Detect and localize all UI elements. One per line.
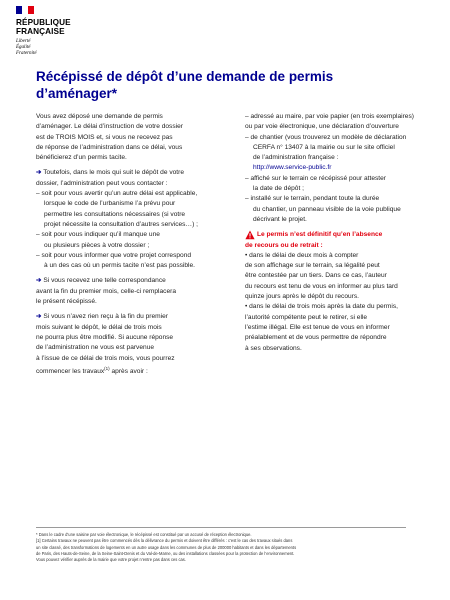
text-line: CERFA n° 13407 à la mairie ou sur le site officiel <box>253 143 395 151</box>
logo-line-2: FRANÇAISE <box>16 27 65 36</box>
text-line: – adressé au maire, par voie papier (en trois exemplaires) <box>245 113 414 120</box>
text-line: quinze jours après le dépôt du recours. <box>245 293 359 301</box>
text-line: – soit pour vous indiquer qu’il manque une <box>36 231 160 239</box>
text-line: de l’administration française : <box>253 154 339 162</box>
text-line: d’aménager. Le délai d’instruction de votre dossier <box>36 123 183 131</box>
text-line: être contestée par un tiers. Dans ce cas, l’auteur <box>245 272 387 280</box>
text-line: Si vous recevez une telle correspondance <box>43 277 166 285</box>
text-line: bénéficierez d’un permis tacite. <box>36 154 127 162</box>
text-line: lorsque le code de l’urbanisme l’a prévu pour <box>44 200 176 208</box>
text-line: ou plusieurs pièces à votre dossier ; <box>44 241 150 249</box>
text-line: – affiché sur le terrain ce récépissé pour attester <box>245 174 386 182</box>
text-line: du recours est tenu de vous en informer au plus tard <box>245 282 398 290</box>
text-line: de l’administration ne vous est parvenue <box>36 344 155 352</box>
posting-paragraph <box>245 174 423 225</box>
footnotes <box>36 532 424 563</box>
text-line: Si vous n’avez rien reçu à la fin du premier <box>43 313 168 321</box>
text-line: Vous avez déposé une demande de permis <box>36 113 163 120</box>
text-line: est de TROIS MOIS et, si vous ne recevez pas <box>36 133 173 141</box>
text-line: l’estime illégal. Elle est tenue de vous en informer <box>245 323 390 331</box>
no-response-paragraph <box>36 312 224 377</box>
text-line: Toutefois, dans le mois qui suit le dépôt de votre <box>43 169 184 177</box>
text-line: dossier, l’administration peut vous contacter : <box>36 179 168 187</box>
warning-icon <box>245 230 255 240</box>
text-line: de son affichage sur le terrain, sa légalité peut <box>245 262 380 270</box>
footnote-ref: (1) <box>104 365 110 371</box>
title-line-1: Récépissé de dépôt d’une demande de permis <box>36 69 334 84</box>
footnote-line: un site classé, des transformations de logements en un autre usage dans les communes de plus de 200000 habitants et dans les départements <box>36 544 297 550</box>
logo-line-1: RÉPUBLIQUE <box>16 18 71 27</box>
text-line: du chantier, un panneau visible de la voie publique <box>253 205 401 213</box>
text-line: • dans le délai de deux mois à compter <box>245 251 359 259</box>
intro-paragraph <box>36 112 224 163</box>
title-line-2: d’aménager* <box>36 85 118 101</box>
text-line: – de chantier (vous trouverez un modèle de déclaration <box>245 133 407 141</box>
logo-wordmark <box>16 18 86 36</box>
republique-francaise-logo <box>16 6 86 56</box>
logo-motto <box>16 39 86 56</box>
text-line: à ses observations. <box>245 344 302 352</box>
text-line: à l’issue de ce délai de trois mois, vous pourrez <box>36 354 175 362</box>
arrow-icon: ➔ <box>36 169 42 177</box>
text-line: après avoir : <box>109 368 148 376</box>
text-line: – soit pour vous avertir qu’un autre délai est applicable, <box>36 190 198 198</box>
page-title <box>36 69 336 102</box>
motto-fraternite: Fraternité <box>16 50 37 56</box>
text-line: commencer les travaux <box>36 368 105 376</box>
footnote-line: * Dans le cadre d’une saisine par voie électronique, le récépissé est constitué par un accusé de réception électronique. <box>36 532 252 537</box>
text-line: la date de dépôt ; <box>253 185 304 193</box>
text-line: de réponse de l’administration dans ce délai, vous <box>36 143 183 151</box>
arrow-icon: ➔ <box>36 313 42 321</box>
service-public-link[interactable]: http://www.service-public.fr <box>253 164 332 172</box>
text-line: décrivant le projet. <box>253 215 307 223</box>
footnote-line: [1] Certains travaux ne peuvent pas être commencés dès la délivrance du permis et doivent être différés : c’est le cas des travaux situés dans <box>36 538 293 544</box>
text-line: • dans le délai de trois mois après la date du permis, <box>245 303 398 311</box>
text-line: préalablement et de vous permettre de répondre <box>245 334 387 342</box>
warning-text: de recours ou de retrait : <box>245 241 323 249</box>
text-line: – soit pour vous informer que votre projet correspond <box>36 251 192 259</box>
text-line: projet nécessite la consultation d’autres services…) ; <box>44 220 198 228</box>
text-line: mois suivant le dépôt, le délai de trois mois <box>36 323 162 331</box>
declaration-paragraph <box>245 112 423 174</box>
text-line: ou par voie électronique, une déclaration d’ouverture <box>245 123 399 131</box>
recourse-paragraph <box>245 251 423 354</box>
warning-block <box>245 230 423 251</box>
footnote-line: Vous pouvez vérifier auprès de la mairie que votre projet n’entre pas dans ces cas. <box>36 557 186 563</box>
text-line: avant la fin du premier mois, celle-ci remplacera <box>36 287 176 295</box>
correspondence-paragraph <box>36 276 224 307</box>
contact-paragraph <box>36 168 224 271</box>
text-line: le présent récépissé. <box>36 298 97 306</box>
footnote-line: de Paris, des Hauts-de-Seine, de la Seine-Saint-Denis et du Val-de-Marne, ou des installations classées pour la protection de l’environnement. <box>36 550 295 556</box>
arrow-icon: ➔ <box>36 277 42 285</box>
text-line: – installé sur le terrain, pendant toute la durée <box>245 195 380 203</box>
right-column <box>245 112 423 354</box>
text-line: l’autorité compétente peut le retirer, si elle <box>245 313 368 321</box>
motto-liberte: Liberté <box>16 39 31 44</box>
text-line: permettre les consultations nécessaires (si votre <box>44 210 186 218</box>
warning-text: Le permis n’est définitif qu’en l’absence <box>257 231 383 239</box>
footer-divider <box>36 527 406 528</box>
text-line: à un des cas où un permis tacite n’est pas possible. <box>44 262 196 270</box>
text-line: ne pourra plus être modifié. Si aucune réponse <box>36 333 174 341</box>
left-column <box>36 112 224 377</box>
motto-egalite: Égalité <box>16 44 31 50</box>
marianne-flag-icon <box>16 6 34 14</box>
